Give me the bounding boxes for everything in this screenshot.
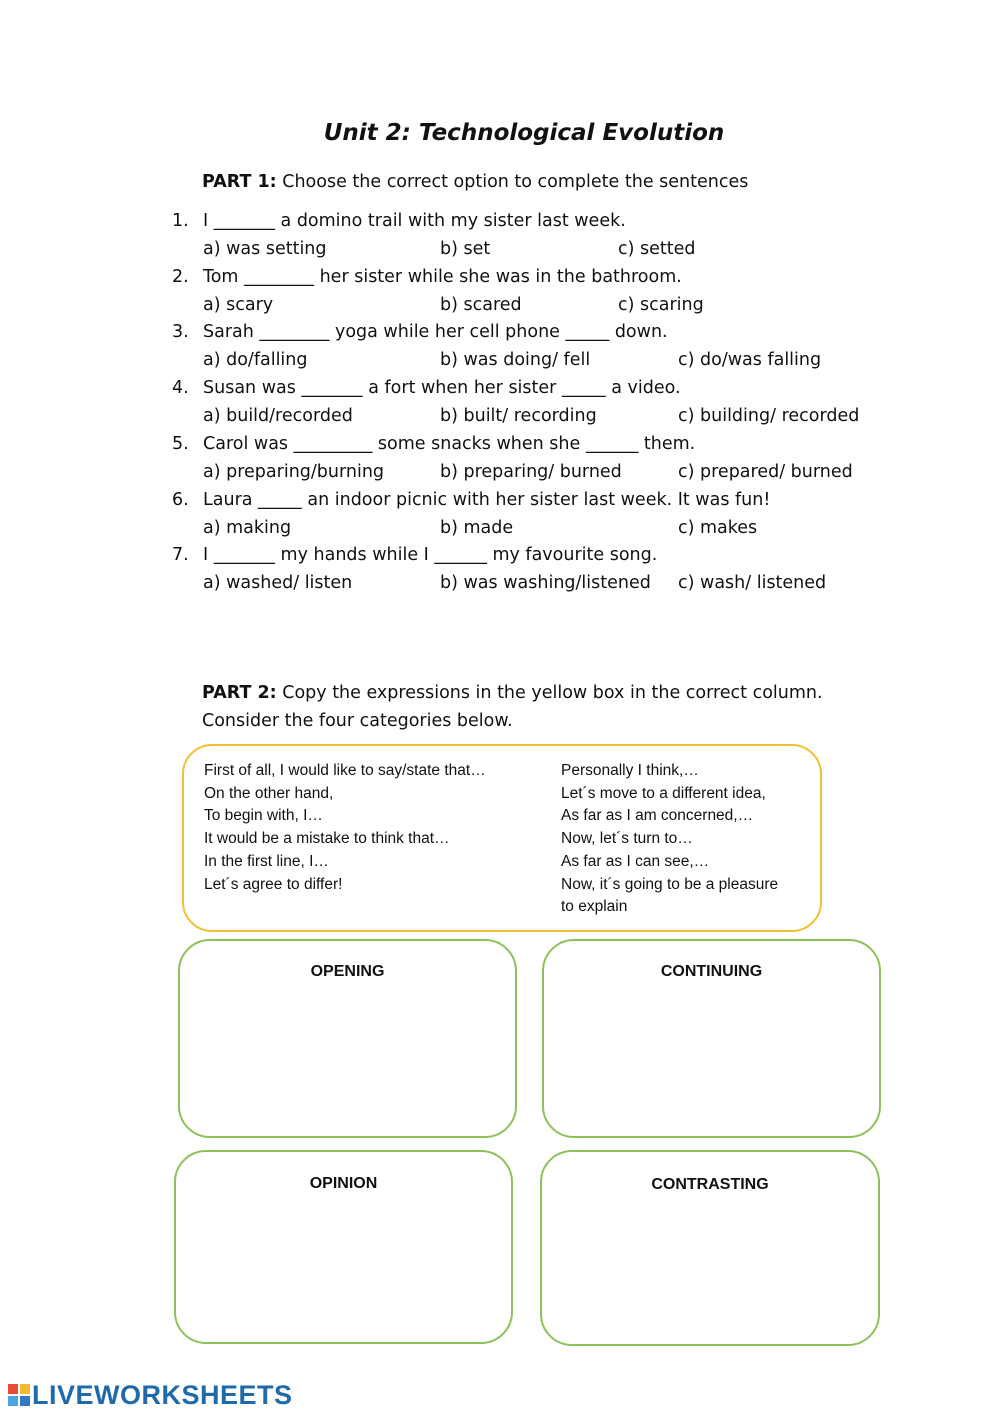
question-3-option-a[interactable]: a) do/falling xyxy=(203,350,308,371)
question-2-option-c[interactable]: c) scaring xyxy=(618,294,704,315)
question-1-option-b[interactable]: b) set xyxy=(440,239,491,259)
continuing-drop-box[interactable] xyxy=(542,939,881,1138)
expression-item: to explain xyxy=(561,898,628,916)
expression-item: As far as I can see,… xyxy=(561,852,710,870)
question-text: I _______ a domino trail with my sister last week. xyxy=(203,211,626,231)
question-6-option-c[interactable]: c) makes xyxy=(678,517,758,538)
question-3-option-c[interactable]: c) do/was falling xyxy=(678,350,822,371)
question-7-option-a[interactable]: a) washed/ listen xyxy=(203,573,353,594)
question-number: 1. xyxy=(172,211,189,231)
opening-drop-box[interactable] xyxy=(178,939,517,1138)
question-7-option-c[interactable]: c) wash/ listened xyxy=(678,573,827,594)
opinion-drop-box[interactable] xyxy=(174,1150,513,1344)
expression-item: Now, it´s going to be a pleasure xyxy=(561,875,779,893)
expression-item: Now, let´s turn to… xyxy=(561,830,693,848)
expression-item: Let´s move to a different idea, xyxy=(561,784,766,802)
question-4-option-c[interactable]: c) building/ recorded xyxy=(678,406,860,427)
question-number: 2. xyxy=(172,266,189,287)
question-number: 7. xyxy=(172,545,189,566)
question-6-option-b[interactable]: b) made xyxy=(440,517,514,538)
question-text: Susan was _______ a fort when her sister _____ a video. xyxy=(203,378,681,399)
opinion-box-title: OPINION xyxy=(309,1175,378,1192)
question-number: 5. xyxy=(172,433,189,454)
expression-item: As far as I am concerned,… xyxy=(561,807,754,825)
question-2-option-a[interactable]: a) scary xyxy=(203,294,274,315)
question-text: Carol was _________ some snacks when she ______ them. xyxy=(203,433,696,454)
question-7-option-b[interactable]: b) was washing/listened xyxy=(440,573,651,594)
continuing-box-title: CONTINUING xyxy=(660,963,763,980)
question-4-option-a[interactable]: a) build/recorded xyxy=(203,406,353,427)
expressions-left-column xyxy=(204,760,486,896)
question-number: 6. xyxy=(172,489,189,510)
part2-instruction xyxy=(202,679,902,735)
liveworksheets-logo xyxy=(8,1380,293,1411)
question-number: 3. xyxy=(172,322,189,343)
question-number: 4. xyxy=(172,378,189,399)
question-1-option-c[interactable]: c) setted xyxy=(618,239,696,259)
expression-item: On the other hand, xyxy=(204,784,334,802)
question-text: I _______ my hands while I ______ my favourite song. xyxy=(203,545,658,566)
question-1-option-a[interactable]: a) was setting xyxy=(203,239,327,259)
contrasting-box-title: CONTRASTING xyxy=(651,1176,769,1193)
contrasting-drop-box[interactable] xyxy=(540,1150,880,1346)
liveworksheets-icon xyxy=(8,1384,30,1406)
question-3-option-b[interactable]: b) was doing/ fell xyxy=(440,350,591,371)
brand-text: LIVEWORKSHEETS xyxy=(32,1380,293,1410)
part2-label: PART 2: xyxy=(202,683,277,703)
question-5-option-a[interactable]: a) preparing/burning xyxy=(203,461,385,482)
question-6-option-a[interactable]: a) making xyxy=(203,517,292,538)
question-4-option-b[interactable]: b) built/ recording xyxy=(440,406,597,427)
part1-instruction xyxy=(202,168,748,196)
part1-label: PART 1: xyxy=(202,172,277,192)
expression-item: It would be a mistake to think that… xyxy=(204,830,450,848)
question-text: Tom ________ her sister while she was in the bathroom. xyxy=(203,266,682,287)
question-text: Sarah ________ yoga while her cell phone _____ down. xyxy=(203,322,668,343)
expression-item: Personally I think,… xyxy=(561,762,699,779)
expression-item: In the first line, I… xyxy=(204,852,329,870)
expression-item: First of all, I would like to say/state that… xyxy=(204,762,486,779)
expression-item: Let´s agree to differ! xyxy=(204,875,343,893)
part2-instruction-text: Copy the expressions in the yellow box in the correct column. Consider the four categories below. xyxy=(202,683,823,731)
part1-instruction-text: Choose the correct option to complete the sentences xyxy=(276,172,749,192)
question-5-option-b[interactable]: b) preparing/ burned xyxy=(440,461,622,482)
question-5-option-c[interactable]: c) prepared/ burned xyxy=(678,461,853,482)
opening-box-title: OPENING xyxy=(310,963,385,980)
expression-item: To begin with, I… xyxy=(204,807,323,825)
question-2-option-b[interactable]: b) scared xyxy=(440,294,522,315)
worksheet-title: Unit 2: Technological Evolution xyxy=(323,120,725,146)
expressions-right-column xyxy=(561,760,778,919)
question-text: Laura _____ an indoor picnic with her sister last week. It was fun! xyxy=(203,489,771,510)
